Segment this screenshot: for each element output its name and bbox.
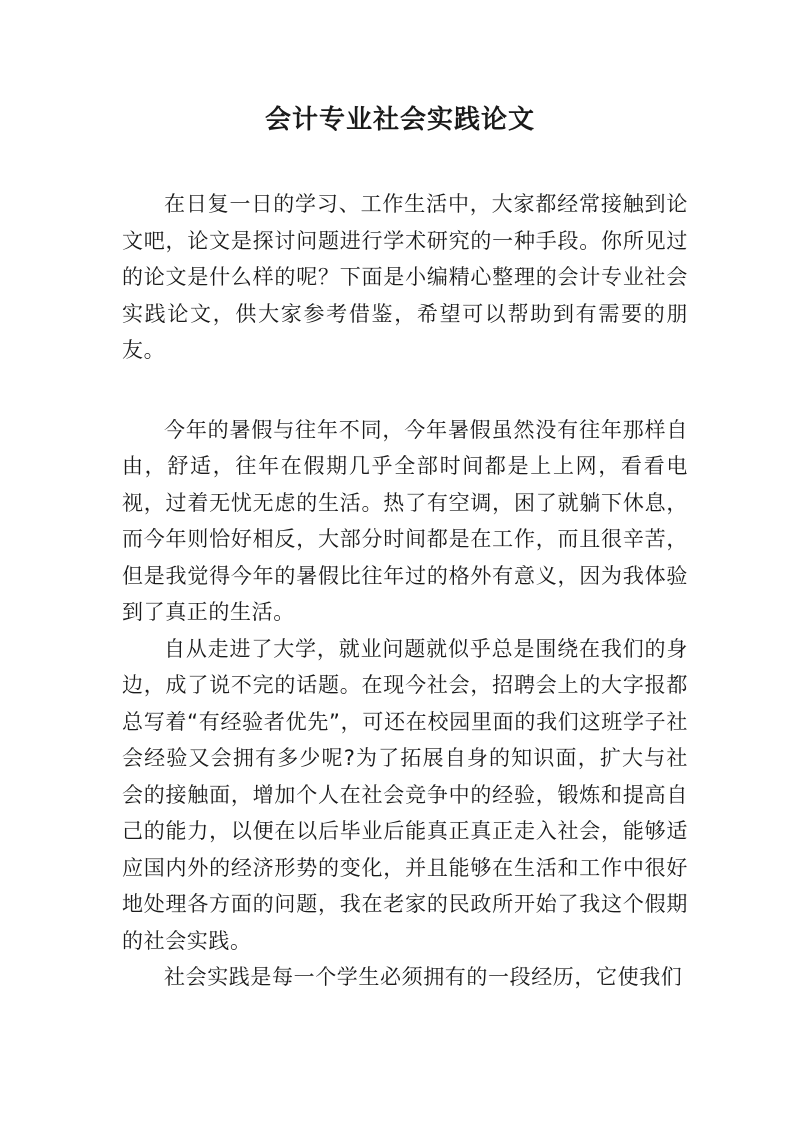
document-body: [122, 186, 688, 996]
body-paragraph-summer: 今年的暑假与往年不同，今年暑假虽然没有往年那样自由，舒适，往年在假期几乎全部时间都是上上网，看看电视，过着无忧无虑的生活。热了有空调，困了就躺下休息，而今年则恰好相反，大部分时间都是在工作，而且很辛苦，但是我觉得今年的暑假比往年过的格外有意义，因为我体验到了真正的生活。: [122, 417, 688, 624]
intro-paragraph: 在日复一日的学习、工作生活中，大家都经常接触到论文吧，论文是探讨问题进行学术研究的一种手段。你所见过的论文是什么样的呢？下面是小编精心整理的会计专业社会实践论文，供大家参考借鉴，希望可以帮助到有需要的朋友。: [122, 192, 688, 362]
body-paragraph-employment: 自从走进了大学，就业问题就似乎总是围绕在我们的身边，成了说不完的话题。在现今社会，招聘会上的大字报都总写着“有经验者优先”，可还在校园里面的我们这班学子社会经验又会拥有多少呢?为了拓展自身的知识面，扩大与社会的接触面，增加个人在社会竞争中的经验，锻炼和提高自己的能力，以便在以后毕业后能真正真正走入社会，能够适应国内外的经济形势的变化，并且能够在生活和工作中很好地处理各方面的问题，我在老家的民政所开始了我这个假期的社会实践。: [122, 636, 688, 953]
body-paragraph-practice: 社会实践是每一个学生必须拥有的一段经历，它使我们: [164, 965, 683, 989]
document-title: 会计专业社会实践论文: [264, 105, 535, 135]
